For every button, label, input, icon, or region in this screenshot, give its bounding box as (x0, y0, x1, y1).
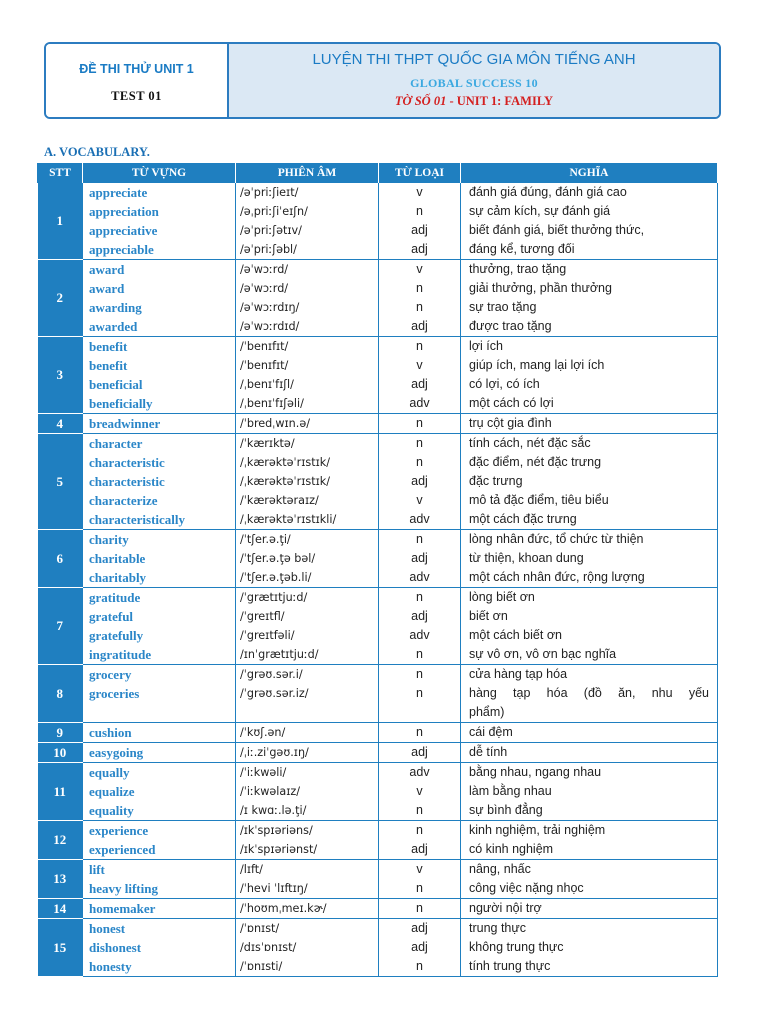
sheet-number: TỜ SỐ 01 (394, 93, 447, 108)
row-number: 3 (38, 337, 83, 414)
header-course-info (229, 44, 719, 117)
word-type: adj (411, 223, 428, 237)
table-header-row (38, 163, 718, 183)
meaning: mô tả đặc điểm, tiêu biểu (469, 493, 609, 507)
meaning: công việc nặng nhọc (469, 881, 584, 895)
vocab-word: appreciation (89, 204, 159, 219)
meaning: kinh nghiệm, trải nghiệm (469, 823, 606, 837)
word-type: n (416, 455, 423, 469)
ipa-cell (236, 899, 379, 919)
meaning: cái đệm (469, 725, 513, 739)
vocab-word: dishonest (89, 940, 142, 955)
phonetic-transcription: /lɪft/ (240, 863, 263, 876)
row-number: 15 (38, 919, 83, 977)
word-type: n (416, 339, 423, 353)
table-row (38, 260, 718, 337)
vocab-word: awarding (89, 300, 142, 315)
vocab-word: lift (89, 862, 105, 877)
word-type: n (416, 436, 423, 450)
mean-cell (461, 260, 718, 337)
vocab-word: charitably (89, 570, 147, 585)
vocab-word: charity (89, 532, 129, 547)
meaning: giải thưởng, phần thưởng (469, 281, 612, 295)
word-type: n (416, 667, 423, 681)
meaning: hàng tạp hóa (đồ ăn, nhu yếu (469, 686, 709, 700)
pos-cell (379, 588, 461, 665)
phonetic-transcription: /əˈwɔːrdɪd/ (240, 320, 300, 333)
word-type: v (416, 784, 423, 798)
phonetic-transcription: /ˈkærəktəraɪz/ (240, 494, 319, 507)
ipa-cell (236, 434, 379, 530)
mean-cell (461, 183, 718, 260)
ipa-cell (236, 665, 379, 723)
vocab-word: character (89, 436, 143, 451)
pos-cell (379, 821, 461, 860)
table-row (38, 763, 718, 821)
word-type: adj (411, 474, 428, 488)
course-title: LUYỆN THI THPT QUỐC GIA MÔN TIẾNG ANH (312, 50, 636, 68)
word-type: adj (411, 842, 428, 856)
ipa-cell (236, 183, 379, 260)
word-cell (83, 763, 236, 821)
ipa-cell (236, 743, 379, 763)
ipa-cell (236, 530, 379, 588)
meaning: một cách biết ơn (469, 628, 562, 642)
document-header (44, 42, 721, 119)
pos-cell (379, 743, 461, 763)
vocab-word: experienced (89, 842, 156, 857)
header-stt: STT (38, 163, 83, 183)
word-type: n (416, 281, 423, 295)
vocab-word: characterize (89, 493, 158, 508)
mean-cell (461, 434, 718, 530)
mean-cell (461, 588, 718, 665)
pos-cell (379, 899, 461, 919)
row-number: 10 (38, 743, 83, 763)
word-cell (83, 337, 236, 414)
phonetic-transcription: /ˌbenɪˈfɪʃl/ (240, 378, 294, 391)
meaning: bằng nhau, ngang nhau (469, 765, 602, 779)
phonetic-transcription: /ˈtʃer.ə.ţi/ (240, 533, 291, 546)
vocab-word: honest (89, 921, 126, 936)
mean-cell (461, 821, 718, 860)
meaning: một cách có lợi (469, 396, 554, 410)
word-type: v (416, 358, 423, 372)
meaning: trụ cột gia đình (469, 416, 552, 430)
vocab-word: characteristic (89, 474, 165, 489)
vocab-word: benefit (89, 358, 128, 373)
mean-cell (461, 665, 718, 723)
meaning: lợi ích (469, 339, 503, 353)
vocab-word: characteristic (89, 455, 165, 470)
phonetic-transcription: /əˈpriːʃieɪt/ (240, 186, 299, 199)
table-body (38, 183, 718, 977)
word-type: n (416, 204, 423, 218)
meaning: tính trung thực (469, 959, 551, 973)
vocab-word: cushion (89, 725, 132, 740)
phonetic-transcription: /ˌkærəktəˈrɪstɪk/ (240, 456, 330, 469)
vocab-word: benefit (89, 339, 128, 354)
sheet-label (395, 94, 553, 109)
table-row (38, 530, 718, 588)
phonetic-transcription: /ˈiːkwəli/ (240, 766, 287, 779)
word-type: v (416, 862, 423, 876)
vocab-word: grateful (89, 609, 134, 624)
meaning: đặc điểm, nét đặc trưng (469, 455, 602, 469)
ipa-cell (236, 763, 379, 821)
phonetic-transcription: /ˈtʃer.ə.ţəb.li/ (240, 571, 312, 584)
vocab-word: groceries (89, 686, 140, 701)
phonetic-transcription: /ˈɒnɪst/ (240, 922, 280, 935)
mean-cell (461, 919, 718, 977)
pos-cell (379, 414, 461, 434)
ipa-cell (236, 414, 379, 434)
vocab-word: experience (89, 823, 149, 838)
pos-cell (379, 434, 461, 530)
pos-cell (379, 260, 461, 337)
row-number: 11 (38, 763, 83, 821)
word-cell (83, 821, 236, 860)
phonetic-transcription: /ˌiː.ziˈgəʊ.ɪŋ/ (240, 746, 309, 759)
vocab-word: beneficially (89, 396, 153, 411)
meaning: sự vô ơn, vô ơn bạc nghĩa (469, 647, 617, 661)
meaning: lòng biết ơn (469, 590, 535, 604)
word-cell (83, 183, 236, 260)
pos-cell (379, 860, 461, 899)
vocab-word: appreciable (89, 242, 154, 257)
meaning: đánh giá đúng, đánh giá cao (469, 185, 627, 199)
table-row (38, 414, 718, 434)
test-title: ĐỀ THI THỬ UNIT 1 (79, 61, 194, 76)
row-number: 12 (38, 821, 83, 860)
meaning: không trung thực (469, 940, 564, 954)
phonetic-transcription: /əˈwɔːrd/ (240, 263, 289, 276)
meaning: nâng, nhấc (469, 862, 531, 876)
vocab-word: awarded (89, 319, 138, 334)
vocab-word: award (89, 281, 125, 296)
word-type: n (416, 823, 423, 837)
vocab-word: award (89, 262, 125, 277)
meaning: được trao tặng (469, 319, 552, 333)
ipa-cell (236, 260, 379, 337)
phonetic-transcription: /əˈpriːʃəbl/ (240, 243, 297, 256)
phonetic-transcription: /ˈgreɪtfəli/ (240, 629, 295, 642)
table-row (38, 743, 718, 763)
phonetic-transcription: /ˈgrəʊ.sər.i/ (240, 668, 303, 681)
vocab-word: appreciate (89, 185, 148, 200)
table-row (38, 860, 718, 899)
vocab-word: honesty (89, 959, 132, 974)
meaning: cửa hàng tạp hóa (469, 667, 568, 681)
pos-cell (379, 337, 461, 414)
phonetic-transcription: /ˈgreɪtfl/ (240, 610, 285, 623)
word-type: adv (409, 512, 430, 526)
meaning: giúp ích, mang lại lợi ích (469, 358, 605, 372)
meaning: biết ơn (469, 609, 508, 623)
vocab-word: beneficial (89, 377, 143, 392)
meaning: có kinh nghiệm (469, 842, 554, 856)
meaning: một cách nhân đức, rộng lượng (469, 570, 645, 584)
meaning: biết đánh giá, biết thưởng thức, (469, 223, 645, 237)
meaning: sự cảm kích, sự đánh giá (469, 204, 611, 218)
phonetic-transcription: /ɪ kwɑː.lə.ţi/ (240, 804, 307, 817)
phonetic-transcription: /əˈwɔːrdɪŋ/ (240, 301, 300, 314)
word-type: n (416, 803, 423, 817)
word-type: adj (411, 940, 428, 954)
vocab-word: easygoing (89, 745, 144, 760)
phonetic-transcription: /ˌkærəktəˈrɪstɪk/ (240, 475, 330, 488)
phonetic-transcription: /ˌkærəktəˈrɪstɪkli/ (240, 513, 337, 526)
meaning: thưởng, trao tặng (469, 262, 567, 276)
word-cell (83, 588, 236, 665)
word-cell (83, 723, 236, 743)
word-type: adj (411, 921, 428, 935)
word-cell (83, 743, 236, 763)
phonetic-transcription: /ˈtʃer.ə.ţə bəl/ (240, 552, 316, 565)
phonetic-transcription: /ɪkˈspɪəriənst/ (240, 843, 318, 856)
vocab-word: ingratitude (89, 647, 152, 662)
word-cell (83, 919, 236, 977)
word-cell (83, 899, 236, 919)
word-cell (83, 665, 236, 723)
word-type: n (416, 647, 423, 661)
row-number: 13 (38, 860, 83, 899)
word-type: n (416, 300, 423, 314)
word-type: n (416, 881, 423, 895)
ipa-cell (236, 919, 379, 977)
word-type: adj (411, 745, 428, 759)
phonetic-transcription: /ˈgrætɪtjuːd/ (240, 591, 308, 604)
vocab-word: characteristically (89, 512, 186, 527)
phonetic-transcription: /ˈbredˌwɪn.ə/ (240, 417, 310, 430)
phonetic-transcription: /ˈkʊʃ.ən/ (240, 726, 286, 739)
meaning: người nội trợ (469, 901, 542, 915)
word-type: adj (411, 551, 428, 565)
vocab-word: equality (89, 803, 134, 818)
phonetic-transcription: /ɪnˈgrætɪtjuːd/ (240, 648, 319, 661)
word-type: adv (409, 570, 430, 584)
mean-cell (461, 337, 718, 414)
word-type: n (416, 532, 423, 546)
meaning: sự trao tặng (469, 300, 537, 314)
row-number: 6 (38, 530, 83, 588)
vocabulary-table (37, 163, 718, 977)
ipa-cell (236, 337, 379, 414)
word-cell (83, 860, 236, 899)
meaning: có lợi, có ích (469, 377, 540, 391)
row-number: 4 (38, 414, 83, 434)
row-number: 7 (38, 588, 83, 665)
meaning: đáng kể, tương đối (469, 242, 575, 256)
table-row (38, 183, 718, 260)
test-number: TEST 01 (111, 88, 162, 103)
mean-cell (461, 860, 718, 899)
table-row (38, 434, 718, 530)
meaning: làm bằng nhau (469, 784, 552, 798)
meaning: đặc trưng (469, 474, 523, 488)
pos-cell (379, 665, 461, 723)
vocab-word: heavy lifting (89, 881, 158, 896)
phonetic-transcription: /əˌpriːʃiˈeɪʃn/ (240, 205, 308, 218)
word-type: adv (409, 628, 430, 642)
vocab-word: breadwinner (89, 416, 161, 431)
meaning: trung thực (469, 921, 527, 935)
row-number: 8 (38, 665, 83, 723)
pos-cell (379, 763, 461, 821)
word-type: n (416, 725, 423, 739)
mean-cell (461, 763, 718, 821)
phonetic-transcription: /ˈiːkwəlaɪz/ (240, 785, 300, 798)
vocab-word: gratitude (89, 590, 141, 605)
word-type: adv (409, 396, 430, 410)
header-meaning: NGHĨA (461, 163, 718, 183)
mean-cell (461, 414, 718, 434)
phonetic-transcription: /əˈpriːʃətɪv/ (240, 224, 302, 237)
phonetic-transcription: /ˈhoʊmˌmeɪ.kɚ/ (240, 902, 327, 915)
table-row (38, 588, 718, 665)
phonetic-transcription: /dɪsˈɒnɪst/ (240, 941, 297, 954)
vocab-word: grocery (89, 667, 132, 682)
section-title: A. VOCABULARY. (44, 145, 150, 159)
ipa-cell (236, 588, 379, 665)
table-row (38, 899, 718, 919)
pos-cell (379, 919, 461, 977)
ipa-cell (236, 723, 379, 743)
vocab-word: charitable (89, 551, 146, 566)
meaning: từ thiện, khoan dung (469, 551, 584, 565)
word-cell (83, 260, 236, 337)
header-ipa: PHIÊN ÂM (236, 163, 379, 183)
header-test-info (46, 44, 229, 117)
row-number: 2 (38, 260, 83, 337)
pos-cell (379, 530, 461, 588)
word-cell (83, 434, 236, 530)
word-type: n (416, 901, 423, 915)
ipa-cell (236, 821, 379, 860)
mean-cell (461, 899, 718, 919)
unit-label: - UNIT 1: FAMILY (446, 93, 554, 108)
table-row (38, 337, 718, 414)
ipa-cell (236, 860, 379, 899)
vocab-word: equally (89, 765, 130, 780)
vocab-word: homemaker (89, 901, 156, 916)
pos-cell (379, 183, 461, 260)
table-row (38, 665, 718, 723)
word-type: n (416, 686, 423, 700)
pos-cell (379, 723, 461, 743)
mean-cell (461, 743, 718, 763)
word-type: v (416, 493, 423, 507)
meaning: sự bình đẳng (469, 803, 543, 817)
row-number: 1 (38, 183, 83, 260)
word-type: v (416, 262, 423, 276)
word-type: adv (409, 765, 430, 779)
course-subtitle: GLOBAL SUCCESS 10 (410, 75, 538, 90)
table-row (38, 723, 718, 743)
word-type: n (416, 959, 423, 973)
word-type: adj (411, 609, 428, 623)
word-type: v (416, 185, 423, 199)
header-pos: TỪ LOẠI (379, 163, 461, 183)
vocab-word: gratefully (89, 628, 144, 643)
phonetic-transcription: /ˈbenɪfɪt/ (240, 340, 289, 353)
phonetic-transcription: /ˈɒnɪsti/ (240, 960, 283, 973)
table-row (38, 821, 718, 860)
table-row (38, 919, 718, 977)
phonetic-transcription: /ɪkˈspɪəriəns/ (240, 824, 313, 837)
word-type: n (416, 590, 423, 604)
word-type: n (416, 416, 423, 430)
phonetic-transcription: /ˌbenɪˈfɪʃəli/ (240, 397, 304, 410)
word-cell (83, 414, 236, 434)
vocab-word: equalize (89, 784, 135, 799)
header-word: TỪ VỰNG (83, 163, 236, 183)
meaning: tính cách, nét đặc sắc (469, 436, 591, 450)
mean-cell (461, 723, 718, 743)
phonetic-transcription: /əˈwɔːrd/ (240, 282, 289, 295)
row-number: 14 (38, 899, 83, 919)
meaning: lòng nhân đức, tổ chức từ thiện (469, 532, 644, 546)
word-type: adj (411, 242, 428, 256)
vocab-word: appreciative (89, 223, 158, 238)
word-cell (83, 530, 236, 588)
word-type: adj (411, 319, 428, 333)
phonetic-transcription: /ˈgrəʊ.sər.iz/ (240, 687, 309, 700)
phonetic-transcription: /ˈhevi ˈlɪftɪŋ/ (240, 882, 308, 895)
meaning: phẩm) (469, 705, 505, 719)
word-type: adj (411, 377, 428, 391)
row-number: 5 (38, 434, 83, 530)
mean-cell (461, 530, 718, 588)
meaning: dễ tính (469, 745, 508, 759)
meaning: một cách đặc trưng (469, 512, 577, 526)
phonetic-transcription: /ˈbenɪfɪt/ (240, 359, 289, 372)
phonetic-transcription: /ˈkærɪktə/ (240, 437, 295, 450)
row-number: 9 (38, 723, 83, 743)
